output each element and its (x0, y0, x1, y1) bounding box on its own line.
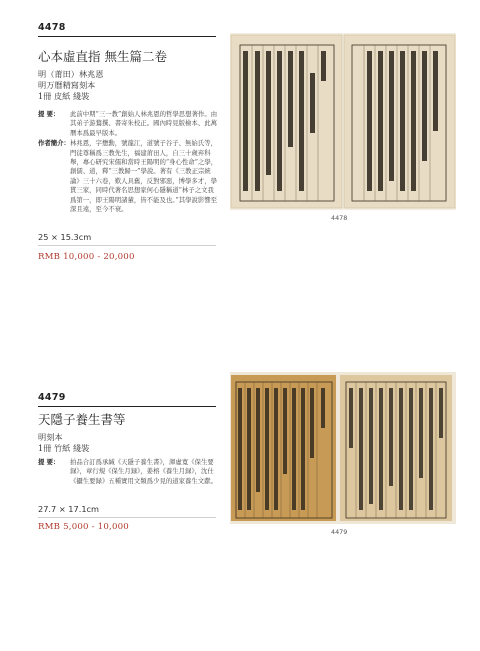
book-photo-4478 (230, 33, 456, 210)
book-spread-illustration (230, 33, 456, 210)
lot-divider (38, 406, 216, 407)
summary-label: 提 要： (38, 458, 60, 466)
dimension-divider (38, 245, 216, 246)
lot-number: 4478 (38, 22, 66, 33)
lot-dimensions: 25 × 15.3cm (38, 232, 92, 242)
book-photo-4479 (230, 372, 456, 524)
lot-title: 天隱子養生書等 (38, 412, 126, 427)
lot-binding: 1冊 竹紙 綫裝 (38, 443, 90, 453)
lot-meta (38, 432, 89, 454)
author-bio-label: 作者簡介： (38, 139, 70, 148)
lot-dimensions: 27.7 × 17.1cm (38, 504, 100, 514)
lot-binding: 1冊 皮紙 綫裝 (38, 91, 90, 101)
dimension-divider (38, 517, 216, 518)
lot-meta (38, 69, 104, 102)
lot-divider (38, 36, 216, 37)
lot-description (38, 458, 218, 487)
book-spread-illustration (230, 372, 456, 524)
lot-estimate: RMB 10,000 - 20,000 (38, 252, 135, 262)
summary-row (38, 110, 218, 138)
image-caption: 4479 (331, 528, 348, 536)
summary-row (38, 458, 218, 486)
summary-label: 提 要： (38, 110, 60, 118)
summary-text: 此前中期“三一教”創始人林兆恩的哲學思想著作。由其弟子游鶩撰、書寄朱校正。國內時見版檢本、此萬曆本爲最早版本。 (70, 110, 218, 137)
author-bio-text: 林兆恩，字懋勳，號龍江，道號子谷子、無始氏等，門徒尊稱爲三教先生，福建莆田人，自三十歲弃科舉，專心研究宋儒和當時王陽明的“身心性命”之學，創儒、道，釋“三教歸一”學說。著有《三教正宗統論》三十六卷，歎人具舊，反對邪惡，博學多才，學貫三家，同時代著名思想家何心隱稱道“林子之文我爲第一，即王陽明諸輩，皆不能及也。”其學說影響至深且遠，至今不衰。 (70, 139, 218, 214)
lot-edition: 明万曆精寫刻本 (38, 80, 96, 90)
lot-description (38, 110, 218, 215)
lot-estimate: RMB 5,000 - 10,000 (38, 522, 129, 532)
lot-edition: 明刻本 (38, 432, 63, 442)
image-caption: 4478 (331, 214, 348, 222)
lot-4478 (0, 0, 480, 320)
author-bio-row (38, 139, 218, 214)
lot-author: 明（莆田）林兆恩 (38, 69, 104, 79)
lot-title: 心本虛直指 無生篇二卷 (38, 49, 167, 64)
lot-number: 4479 (38, 392, 66, 403)
lot-4479 (0, 372, 480, 651)
summary-text: 拍品合訂爲承緘《天隱子養生書》，渾虛寬《保生要録》，章行規《保生月録》，姜榕《養生月録》，沈仕《攝生要録》五種實用文類爲少見的道家養生文獻。 (70, 458, 217, 485)
